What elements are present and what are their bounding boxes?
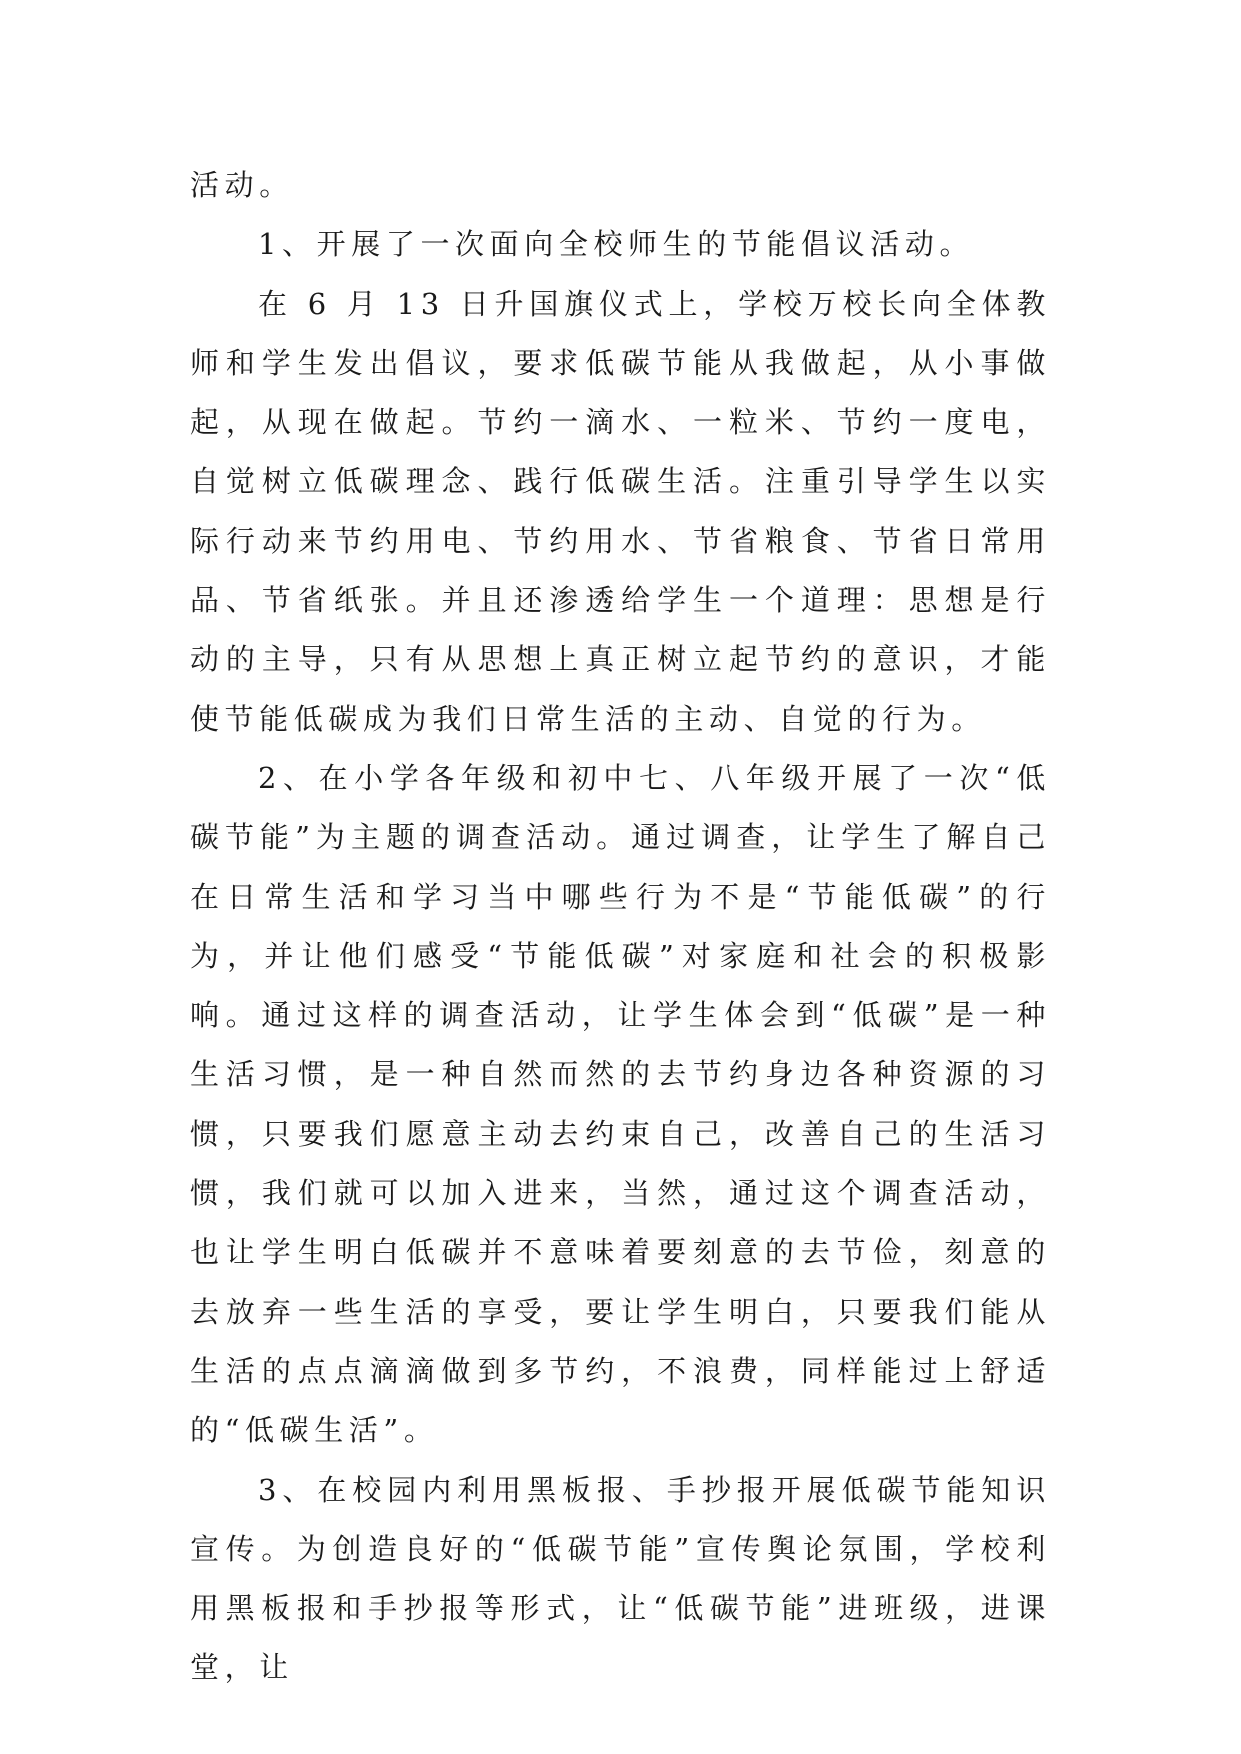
paragraph-initiative-detail: 在 6 月 13 日升国旗仪式上，学校万校长向全体教师和学生发出倡议，要求低碳节能从我做起，从小事做起，从现在做起。节约一滴水、一粒米、节约一度电，自觉树立低碳理念、践行低碳生活。注重引导学生以实际行动来节约用电、节约用水、节省粮食、节省日常用品、节省纸张。并且还渗透给学生一个道理：思想是行动的主导，只有从思想上真正树立起节约的意识，才能使节能低碳成为我们日常生活的主动、自觉的行为。 bbox=[190, 286, 1051, 736]
paragraph-item-2-survey: 2、在小学各年级和初中七、八年级开展了一次“低碳节能”为主题的调查活动。通过调查，让学生了解自己在日常生活和学习当中哪些行为不是“节能低碳”的行为，并让他们感受“节能低碳”对家庭和社会的积极影响。通过这样的调查活动，让学生体会到“低碳”是一种生活习惯，是一种自然而然的去节约身边各种资源的习惯，只要我们愿意主动去约束自己，改善自己的生活习惯，我们就可以加入进来，当然，通过这个调查活动，也让学生明白低碳并不意味着要刻意的去节俭，刻意的去放弃一些生活的享受，要让学生明白，只要我们能从生活的点点滴滴做到多节约，不浪费，同样能过上舒适的“低碳生活”。 bbox=[190, 760, 1051, 1448]
paragraph-item-1-heading: 1、开展了一次面向全校师生的节能倡议活动。 bbox=[258, 227, 975, 262]
document-body bbox=[190, 156, 1051, 1698]
paragraph-continuation: 活动。 bbox=[190, 168, 294, 202]
paragraph-item-3-publicity: 3、在校园内利用黑板报、手抄报开展低碳节能知识宣传。为创造良好的“低碳节能”宣传舆论氛围，学校利用黑板报和手抄报等形式，让“低碳节能”进班级，进课堂，让 bbox=[190, 1472, 1051, 1685]
